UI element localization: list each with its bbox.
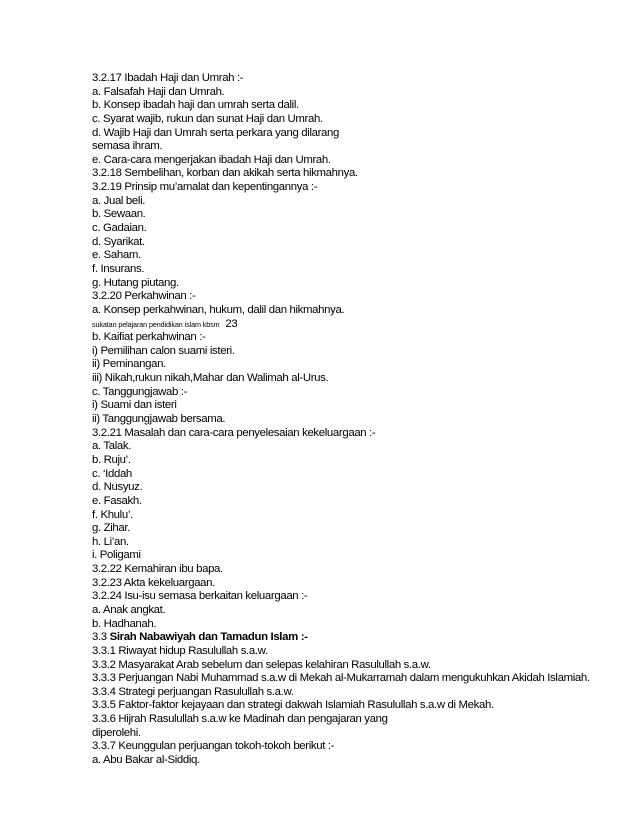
text-line: h. Li’an. xyxy=(92,535,129,548)
text-line: a. Falsafah Haji dan Umrah. xyxy=(92,85,225,98)
text-line: d. Wajib Haji dan Umrah serta perkara yang dilarang xyxy=(92,126,340,139)
text-line: g. Zihar. xyxy=(92,522,131,535)
text-line: 3.2.19 Prinsip mu’amalat dan kepentingannya :- xyxy=(92,181,318,194)
section-number: 3.3 xyxy=(92,631,107,644)
text-line: d. Nusyuz. xyxy=(92,481,143,494)
text-line: a. Konsep perkahwinan, hukum, dalil dan hikmahnya. xyxy=(92,303,345,316)
text-line: f. Khulu’. xyxy=(92,508,133,521)
text-line: diperolehi. xyxy=(92,726,141,739)
text-line: i. Poligami xyxy=(92,549,141,562)
footer-text: sukatan pelajaran pendidikan islam kbsm xyxy=(92,319,220,329)
text-line: 3.3.6 Hijrah Rasulullah s.a.w ke Madinah dan pengajaran yang xyxy=(92,713,388,726)
text-line: i) Suami dan isteri xyxy=(92,399,177,412)
text-line: ii) Tanggungjawab bersama. xyxy=(92,413,226,426)
text-line: i) Pemilihan calon suami isteri. xyxy=(92,344,235,357)
text-line: f. Insurans. xyxy=(92,262,145,275)
text-line: c. Tanggungjawab :- xyxy=(92,385,188,398)
section-title: Sirah Nabawiyah dan Tamadun Islam :- xyxy=(109,631,308,644)
text-line: e. Saham. xyxy=(92,249,141,262)
text-line: a. Jual beli. xyxy=(92,194,146,207)
text-line: 3.2.18 Sembelihan, korban dan akikah serta hikmahnya. xyxy=(92,167,358,180)
text-line: c. Gadaian. xyxy=(92,222,147,235)
text-line: c. Syarat wajib, rukun dan sunat Haji dan Umrah. xyxy=(92,112,323,125)
text-line: d. Syarikat. xyxy=(92,235,145,248)
text-line: 3.3.4 Strategi perjuangan Rasulullah s.a.w. xyxy=(92,685,294,698)
page-footer xyxy=(92,318,612,332)
text-line: iii) Nikah,rukun nikah,Mahar dan Walimah al-Urus. xyxy=(92,372,329,385)
text-line: a. Abu Bakar al-Siddiq. xyxy=(92,754,200,767)
text-line: 3.3.7 Keunggulan perjuangan tokoh-tokoh berikut :- xyxy=(92,740,335,753)
page-number: 23 xyxy=(225,317,238,330)
text-line: 3.3.5 Faktor-faktor kejayaan dan strategi dakwah Islamiah Rasulullah s.a.w di Mekah. xyxy=(92,699,494,712)
text-line: 3.2.17 Ibadah Haji dan Umrah :- xyxy=(92,72,244,84)
text-line: 3.2.24 Isu-isu semasa berkaitan keluargaan :- xyxy=(92,590,308,603)
text-line: ii) Peminangan. xyxy=(92,358,166,371)
text-line: b. Sewaan. xyxy=(92,208,146,221)
text-line: 3.3.1 Riwayat hidup Rasulullah s.a.w. xyxy=(92,644,268,657)
text-line: 3.3.2 Masyarakat Arab sebelum dan selepas kelahiran Rasulullah s.a.w. xyxy=(92,658,431,671)
section-heading xyxy=(92,631,612,645)
text-line: c. ‘Iddah xyxy=(92,467,132,480)
text-line: b. Ruju’. xyxy=(92,453,131,466)
text-line: b. Konsep ibadah haji dan umrah serta dalil. xyxy=(92,99,299,112)
text-line: semasa ihram. xyxy=(92,140,163,153)
text-line: b. Hadhanah. xyxy=(92,617,157,630)
text-line: 3.3.3 Perjuangan Nabi Muhammad s.a.w di Mekah al-Mukarramah dalam mengukuhkan Akidah Islamiah. xyxy=(92,672,590,685)
text-line: 3.2.21 Masalah dan cara-cara penyelesaian kekeluargaan :- xyxy=(92,426,376,439)
text-line: a. Talak. xyxy=(92,440,132,453)
text-line: 3.2.20 Perkahwinan :- xyxy=(92,290,196,303)
text-line: e. Cara-cara mengerjakan ibadah Haji dan Umrah. xyxy=(92,153,331,166)
text-line: a. Anak angkat. xyxy=(92,603,166,616)
document-page xyxy=(92,72,612,768)
text-line: 3.2.23 Akta kekeluargaan. xyxy=(92,576,215,589)
text-line: 3.2.22 Kemahiran ibu bapa. xyxy=(92,563,223,576)
text-line: g. Hutang piutang. xyxy=(92,276,179,289)
text-line: e. Fasakh. xyxy=(92,494,142,507)
text-line: b. Kaifiat perkahwinan :- xyxy=(92,331,206,344)
